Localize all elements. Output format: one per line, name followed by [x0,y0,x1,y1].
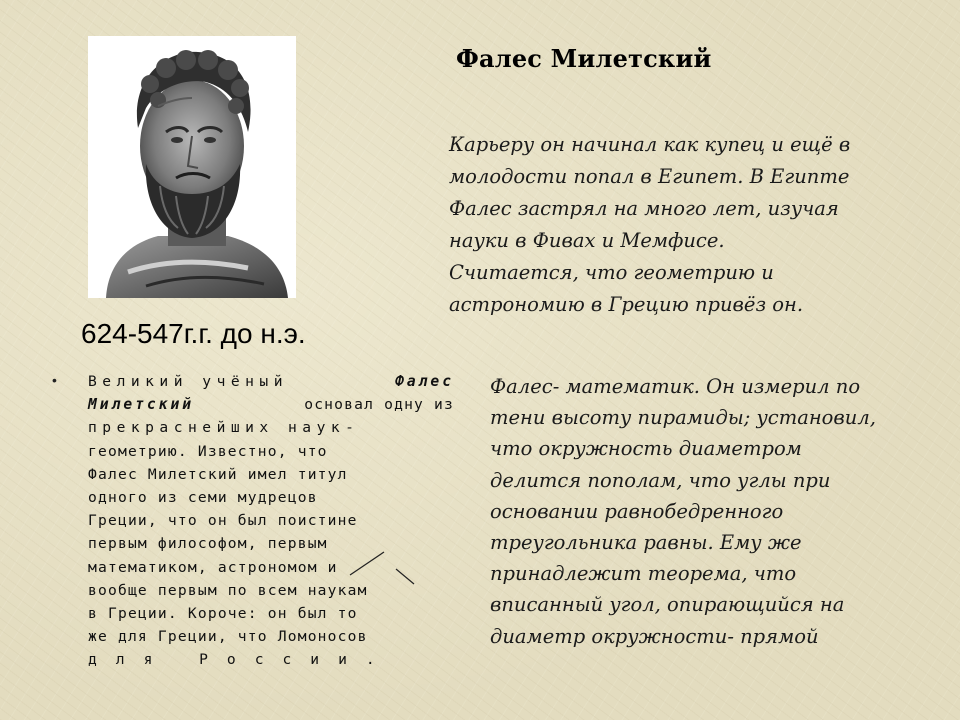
main-line-text: основал одну из [304,396,454,414]
bio-line: молодости попал в Египет. В Египте [449,165,850,188]
bullet-icon: • [52,372,57,388]
main-paragraph [88,370,454,671]
bio-line: Считается, что геометрию и [449,261,774,284]
main-line: первым философом, первым [88,535,328,553]
main-line [88,370,454,393]
math-line: треугольника равны. Ему же [490,531,802,555]
bio-line: Карьеру он начинал как купец и ещё в [449,133,851,156]
main-line: вообще первым по всем наукам [88,581,368,599]
math-line: что окружность диаметром [490,437,802,461]
slide-title: Фалес Милетский [456,44,712,73]
math-line: основании равнобедренного [490,499,784,523]
math-line: Фалес- математик. Он измерил по [490,375,861,398]
main-line: в Греции. Короче: он был то [88,604,358,622]
name-emphasis: Милетский [88,396,195,414]
math-line: диаметр окружности- прямой [490,624,819,648]
portrait-image [88,36,296,298]
main-line: Греции, что он был поистине [88,512,358,530]
main-line: математиком, астрономом и [88,558,338,576]
main-line: Фалес Милетский имел титул [88,465,348,483]
math-paragraph [490,371,930,652]
portrait-bust-icon [88,36,296,298]
math-line: тени высоту пирамиды; установил, [490,406,876,430]
bio-line: астрономию в Грецию привёз он. [449,293,804,316]
main-line-text: Великий учёный [88,373,289,390]
bio-line: науки в Фивах и Мемфисе. [449,229,725,252]
main-line: для России. [88,651,394,669]
name-emphasis: Фалес [395,373,454,390]
main-line: одного из семи мудрецов [88,488,318,506]
main-line [88,393,454,416]
main-line: же для Греции, что Ломоносов [88,628,368,646]
life-dates: 624-547г.г. до н.э. [81,318,306,349]
math-line: делится пополам, что углы при [490,468,831,492]
bio-paragraph [449,129,919,321]
math-line: вписанный угол, опирающийся на [490,593,845,617]
bio-line: Фалес застрял на много лет, изучая [449,197,839,220]
main-line: прекраснейших наук- [88,419,360,437]
main-line: геометрию. Известно, что [88,442,328,460]
math-line: принадлежит теорема, что [490,562,797,586]
